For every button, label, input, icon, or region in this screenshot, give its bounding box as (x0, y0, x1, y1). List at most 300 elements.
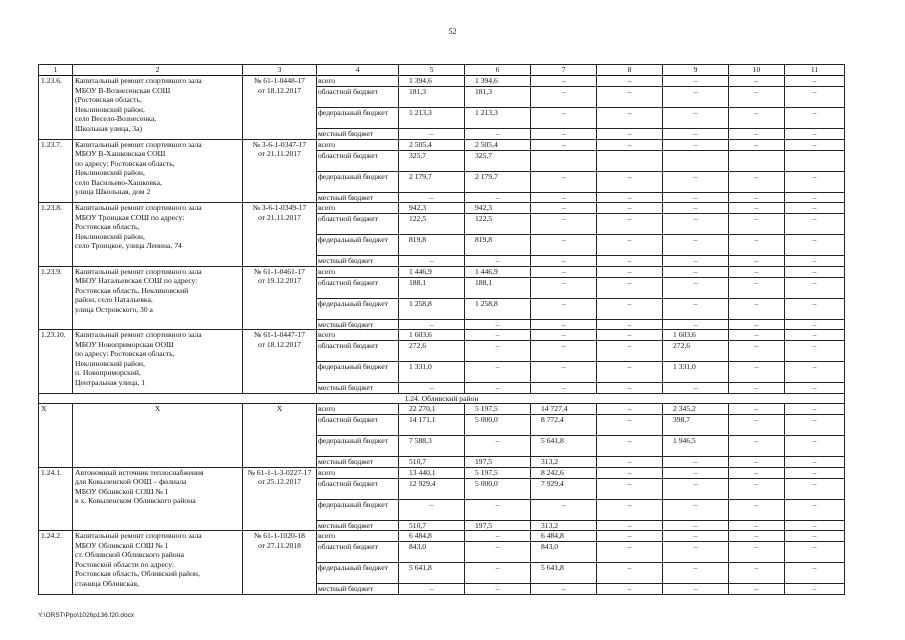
amount-cell: 272,6 (399, 341, 465, 362)
amount-cell: 6 484,8 (531, 531, 597, 542)
amount-cell: 8 242,6 (531, 467, 597, 478)
amount-cell: – (785, 235, 845, 256)
amount-cell: – (663, 467, 729, 478)
budget-source: областной бюджет (317, 150, 399, 171)
column-header-5: 5 (399, 65, 465, 76)
amount-cell: – (399, 319, 465, 330)
amount-cell: – (663, 563, 729, 584)
budget-source: федеральный бюджет (317, 235, 399, 256)
amount-cell: – (531, 87, 597, 108)
budget-source: областной бюджет (317, 341, 399, 362)
amount-cell: 313,2 (531, 457, 597, 468)
expert-conclusion-line: № 3-6-1-0349-17 (252, 203, 307, 212)
amount-cell: 122,5 (399, 214, 465, 235)
item-number: 1.23.10. (39, 330, 73, 394)
amount-cell: – (785, 341, 845, 362)
amount-cell: – (729, 542, 785, 563)
amount-cell: – (785, 467, 845, 478)
amount-cell: 181,3 (465, 87, 531, 108)
budget-source: всего (317, 330, 399, 341)
amount-cell: – (597, 415, 663, 436)
amount-cell: – (597, 298, 663, 319)
amount-cell: – (399, 129, 465, 140)
amount-cell: 188,1 (399, 277, 465, 298)
object-name-line: Капитальный ремонт спортивного зала (75, 203, 202, 212)
amount-cell: – (663, 542, 729, 563)
amount-cell: – (531, 76, 597, 87)
amount-cell: – (729, 319, 785, 330)
object-name (73, 139, 243, 203)
amount-cell: 2 179,7 (399, 171, 465, 192)
amount-cell: 1 258,8 (465, 298, 531, 319)
amount-cell: – (785, 87, 845, 108)
amount-cell: – (785, 478, 845, 499)
amount-cell: – (465, 330, 531, 341)
budget-source: федеральный бюджет (317, 108, 399, 129)
amount-cell: – (597, 171, 663, 192)
amount-cell: 1 446,9 (399, 266, 465, 277)
expert-conclusion (243, 139, 317, 203)
object-name-line: Ростовская область, (75, 222, 140, 231)
page-number: 52 (448, 27, 457, 36)
budget-source: всего (317, 266, 399, 277)
table-row (39, 139, 845, 150)
amount-cell (663, 150, 729, 171)
amount-cell: – (597, 319, 663, 330)
table-row (39, 203, 845, 214)
amount-cell: – (531, 129, 597, 140)
amount-cell: – (597, 203, 663, 214)
column-header-11: 11 (785, 65, 845, 76)
amount-cell: – (465, 129, 531, 140)
object-name-line: село Васильево-Хашковка, (75, 177, 162, 187)
amount-cell: – (785, 457, 845, 468)
item-number: 1.23.6. (39, 76, 73, 140)
amount-cell: 325,7 (399, 150, 465, 171)
amount-cell: – (531, 256, 597, 267)
amount-cell: – (729, 171, 785, 192)
budget-source: федеральный бюджет (317, 362, 399, 383)
amount-cell: – (729, 214, 785, 235)
column-header-4: 4 (317, 65, 399, 76)
expert-conclusion (243, 266, 317, 330)
budget-source: федеральный бюджет (317, 436, 399, 457)
amount-cell: – (729, 457, 785, 468)
amount-cell: – (785, 214, 845, 235)
amount-cell: 5 197,5 (465, 467, 531, 478)
amount-cell: 398,7 (663, 415, 729, 436)
amount-cell: 7 588,3 (399, 436, 465, 457)
table-row (39, 76, 845, 87)
object-name-line: улица Островского, 30 а (75, 304, 153, 314)
amount-cell: – (729, 192, 785, 203)
amount-cell: – (597, 256, 663, 267)
object-name-line: Неклиновский район, (75, 231, 145, 241)
budget-source: всего (317, 203, 399, 214)
amount-cell (531, 150, 597, 171)
amount-cell: – (465, 584, 531, 595)
amount-cell: – (663, 478, 729, 499)
amount-cell: – (597, 563, 663, 584)
amount-cell: – (597, 108, 663, 129)
budget-source: местный бюджет (317, 256, 399, 267)
amount-cell: – (531, 214, 597, 235)
table-body (39, 76, 845, 595)
amount-cell: – (531, 319, 597, 330)
amount-cell: – (729, 584, 785, 595)
amount-cell: 1 213,3 (399, 108, 465, 129)
amount-cell: – (663, 214, 729, 235)
amount-cell: – (785, 319, 845, 330)
amount-cell: – (465, 499, 531, 520)
expert-conclusion: Х (243, 404, 317, 468)
amount-cell: – (729, 467, 785, 478)
amount-cell: – (729, 235, 785, 256)
budget-source: местный бюджет (317, 129, 399, 140)
expert-conclusion (243, 531, 317, 595)
column-header-10: 10 (729, 65, 785, 76)
amount-cell: – (531, 499, 597, 520)
amount-cell: 272,6 (663, 341, 729, 362)
amount-cell: – (663, 277, 729, 298)
expert-conclusion (243, 330, 317, 394)
amount-cell: – (785, 139, 845, 150)
amount-cell: – (663, 87, 729, 108)
budget-source: федеральный бюджет (317, 298, 399, 319)
object-name-line: МБОУ Натальевская СОШ по адресу: (75, 276, 198, 285)
object-name-line: Ростовская область, Неклиновский (75, 285, 189, 295)
amount-cell: 5 000,0 (465, 415, 531, 436)
expert-conclusion-line: № 61-1-1020-18 (254, 531, 305, 540)
object-name: Х (73, 404, 243, 468)
object-name (73, 467, 243, 531)
amount-cell: – (785, 129, 845, 140)
amount-cell: – (729, 362, 785, 383)
amount-cell: – (729, 499, 785, 520)
expert-conclusion-line: от 21.11.2017 (258, 212, 301, 222)
budget-source: всего (317, 467, 399, 478)
object-name-line: по адресу: Ростовская область, (75, 158, 175, 168)
amount-cell: – (729, 129, 785, 140)
amount-cell: 2 179,7 (465, 171, 531, 192)
amount-cell: – (531, 362, 597, 383)
expert-conclusion-line: от 21.11.2017 (258, 149, 301, 158)
expert-conclusion-line: № 61-1-1-3-0227-17 (247, 467, 312, 477)
budget-source: местный бюджет (317, 383, 399, 394)
item-number: Х (39, 404, 73, 468)
amount-cell: – (399, 256, 465, 267)
budget-source: федеральный бюджет (317, 563, 399, 584)
expert-conclusion (243, 203, 317, 267)
object-name-line: Центральная улица, 1 (75, 377, 145, 387)
amount-cell: – (663, 171, 729, 192)
amount-cell: – (729, 76, 785, 87)
amount-cell: – (785, 415, 845, 436)
amount-cell: 5 641,8 (531, 563, 597, 584)
amount-cell: 22 270,1 (399, 404, 465, 415)
amount-cell: 7 929,4 (531, 478, 597, 499)
amount-cell: 510,7 (399, 457, 465, 468)
amount-cell: – (531, 383, 597, 394)
amount-cell: – (531, 298, 597, 319)
amount-cell: – (465, 542, 531, 563)
amount-cell: – (729, 341, 785, 362)
amount-cell: – (729, 277, 785, 298)
amount-cell: – (597, 404, 663, 415)
amount-cell: 313,2 (531, 520, 597, 531)
budget-source: областной бюджет (317, 542, 399, 563)
amount-cell: – (531, 139, 597, 150)
amount-cell: – (399, 383, 465, 394)
amount-cell: – (663, 383, 729, 394)
object-name-line: Капитальный ремонт спортивного зала (75, 76, 202, 85)
budget-source: всего (317, 531, 399, 542)
amount-cell: 843,0 (531, 542, 597, 563)
object-name (73, 266, 243, 330)
amount-cell: – (597, 330, 663, 341)
amount-cell: – (663, 457, 729, 468)
file-path-footer: Y:\ORST\Ppo\1026p136.f20.docx (38, 612, 135, 619)
amount-cell: – (785, 256, 845, 267)
object-name-line: ст. Обливской Обливского района (75, 550, 185, 559)
amount-cell: – (663, 531, 729, 542)
object-name-line: в х. Ковыленском Обливского района (75, 496, 196, 505)
object-name-line: МБОУ В-Хашковская СОШ (75, 149, 166, 158)
amount-cell: – (785, 531, 845, 542)
table-row (39, 266, 845, 277)
amount-cell: 2 505,4 (465, 139, 531, 150)
amount-cell: 1 603,6 (663, 330, 729, 341)
amount-cell: – (663, 319, 729, 330)
amount-cell: – (663, 235, 729, 256)
amount-cell: – (729, 87, 785, 108)
amount-cell: – (785, 108, 845, 129)
amount-cell: 325,7 (465, 150, 531, 171)
amount-cell: – (531, 266, 597, 277)
amount-cell: – (785, 563, 845, 584)
object-name-line: Автономный источник теплоснабжения (75, 467, 204, 477)
column-header-7: 7 (531, 65, 597, 76)
amount-cell: 5 641,8 (531, 436, 597, 457)
amount-cell: – (531, 277, 597, 298)
amount-cell: 8 772,4 (531, 415, 597, 436)
amount-cell: 1 213,3 (465, 108, 531, 129)
amount-cell: – (729, 256, 785, 267)
amount-cell: – (597, 192, 663, 203)
amount-cell: – (597, 457, 663, 468)
table-row (39, 330, 845, 341)
amount-cell: 1 394,6 (465, 76, 531, 87)
object-name-line: по адресу: Ростовская область, (75, 349, 175, 358)
table-row (39, 531, 845, 542)
item-number: 1.23.8. (39, 203, 73, 267)
expert-conclusion-line: № 61-1-0447-17 (254, 330, 305, 339)
object-name-line: район, село Натальевка, (75, 295, 153, 304)
budget-source: областной бюджет (317, 87, 399, 108)
column-header-3: 3 (243, 65, 317, 76)
object-name-line: для Ковыленской ООШ – филиала (75, 477, 187, 486)
object-name-line: МБОУ Троицкая СОШ по адресу: (75, 212, 185, 222)
amount-cell: 5 197,5 (465, 404, 531, 415)
amount-cell: – (729, 531, 785, 542)
amount-cell: – (465, 192, 531, 203)
amount-cell: 1 946,5 (663, 436, 729, 457)
amount-cell: – (663, 76, 729, 87)
amount-cell: – (399, 584, 465, 595)
budget-source: областной бюджет (317, 277, 399, 298)
column-header-1: 1 (39, 65, 73, 76)
amount-cell: 5 641,8 (399, 563, 465, 584)
amount-cell: – (597, 214, 663, 235)
amount-cell: – (531, 235, 597, 256)
amount-cell: – (785, 383, 845, 394)
amount-cell: – (597, 139, 663, 150)
budget-source: федеральный бюджет (317, 171, 399, 192)
amount-cell: – (785, 192, 845, 203)
amount-cell: – (597, 584, 663, 595)
amount-cell: – (663, 520, 729, 531)
object-name (73, 203, 243, 267)
amount-cell: – (663, 584, 729, 595)
expert-conclusion (243, 467, 317, 531)
amount-cell: – (531, 341, 597, 362)
amount-cell: 197,5 (465, 520, 531, 531)
amount-cell: – (597, 436, 663, 457)
object-name-line: МБОУ Новоприморская ООШ (75, 339, 174, 349)
amount-cell: 6 484,8 (399, 531, 465, 542)
expert-conclusion-line: № 3-6-1-0347-17 (252, 139, 307, 149)
amount-cell: – (597, 277, 663, 298)
amount-cell: 1 394,6 (399, 76, 465, 87)
amount-cell: – (785, 436, 845, 457)
amount-cell: – (399, 499, 465, 520)
amount-cell: – (663, 192, 729, 203)
amount-cell: 2 505,4 (399, 139, 465, 150)
object-name-line: улица Школьная, дом 2 (75, 187, 151, 196)
amount-cell: 1 446,9 (465, 266, 531, 277)
amount-cell: – (531, 108, 597, 129)
amount-cell: 14 727,4 (531, 404, 597, 415)
amount-cell: – (531, 330, 597, 341)
amount-cell: 2 345,2 (663, 404, 729, 415)
object-name-line: село Троицкое, улица Ленина, 74 (75, 241, 182, 250)
amount-cell: – (785, 362, 845, 383)
amount-cell: – (729, 139, 785, 150)
object-name-line: Неклиновский район, (75, 358, 145, 368)
amount-cell: – (597, 87, 663, 108)
object-name-line: п. Новоприморский, (75, 368, 141, 377)
amount-cell: – (729, 330, 785, 341)
amount-cell: – (663, 266, 729, 277)
amount-cell: – (729, 108, 785, 129)
amount-cell: 188,1 (465, 277, 531, 298)
amount-cell: – (729, 298, 785, 319)
amount-cell: – (465, 531, 531, 542)
object-name-line: Капитальный ремонт спортивного зала (75, 330, 202, 339)
amount-cell: – (465, 563, 531, 584)
amount-cell: 819,8 (465, 235, 531, 256)
amount-cell: – (663, 129, 729, 140)
amount-cell: 942,3 (399, 203, 465, 214)
amount-cell: – (785, 404, 845, 415)
amount-cell (597, 150, 663, 171)
table-row (39, 404, 845, 415)
amount-cell: – (785, 76, 845, 87)
amount-cell: 510,7 (399, 520, 465, 531)
column-number-row (39, 65, 845, 76)
amount-cell: – (465, 436, 531, 457)
amount-cell: – (785, 499, 845, 520)
amount-cell: – (785, 542, 845, 563)
amount-cell: – (597, 362, 663, 383)
object-name-line: Ростовской области по адресу: (75, 559, 175, 569)
budget-source: всего (317, 76, 399, 87)
amount-cell: – (663, 499, 729, 520)
amount-cell: 181,3 (399, 87, 465, 108)
budget-source: областной бюджет (317, 415, 399, 436)
object-name-line: село Весело-Вознесенка, (75, 114, 157, 123)
amount-cell: 942,3 (465, 203, 531, 214)
object-name (73, 531, 243, 595)
budget-source: местный бюджет (317, 457, 399, 468)
expert-conclusion-line: от 19.12.2017 (257, 276, 302, 285)
amount-cell: – (785, 520, 845, 531)
object-name-line: Школьная улица, 3а) (75, 123, 142, 133)
amount-cell: – (785, 298, 845, 319)
amount-cell: – (597, 341, 663, 362)
object-name (73, 76, 243, 140)
amount-cell: 1 331,0 (663, 362, 729, 383)
table-row (39, 467, 845, 478)
budget-source: местный бюджет (317, 192, 399, 203)
amount-cell: – (465, 341, 531, 362)
district-label: 1.24. Обливский район (39, 393, 845, 404)
budget-source: всего (317, 139, 399, 150)
amount-cell: – (597, 531, 663, 542)
amount-cell: – (729, 404, 785, 415)
object-name-line: Ростовская область, Обливский район, (75, 569, 200, 578)
amount-cell: – (531, 192, 597, 203)
budget-source: всего (317, 404, 399, 415)
expert-conclusion-line: от 25.12.2017 (257, 477, 302, 486)
object-name-line: Капитальный ремонт спортивного зала (75, 266, 202, 276)
amount-cell: – (729, 563, 785, 584)
amount-cell: – (785, 266, 845, 277)
expert-conclusion (243, 76, 317, 140)
expert-conclusion-line: от 27.11.2018 (258, 540, 301, 550)
object-name-line: МБОУ Обливской СОШ № 1 (75, 540, 169, 550)
amount-cell: – (597, 76, 663, 87)
amount-cell (785, 150, 845, 171)
budget-source: федеральный бюджет (317, 499, 399, 520)
item-number: 1.24.2. (39, 531, 73, 595)
amount-cell: 843,0 (399, 542, 465, 563)
amount-cell: – (785, 277, 845, 298)
object-name (73, 330, 243, 394)
amount-cell: – (663, 139, 729, 150)
amount-cell: – (729, 478, 785, 499)
amount-cell: 819,8 (399, 235, 465, 256)
amount-cell: 1 258,8 (399, 298, 465, 319)
amount-cell: – (531, 584, 597, 595)
amount-cell: – (663, 256, 729, 267)
amount-cell: 122,5 (465, 214, 531, 235)
amount-cell: – (597, 520, 663, 531)
amount-cell (729, 150, 785, 171)
amount-cell: – (785, 171, 845, 192)
object-name-line: МБОУ В-Вознесенская СОШ (75, 85, 171, 95)
budget-source: местный бюджет (317, 319, 399, 330)
